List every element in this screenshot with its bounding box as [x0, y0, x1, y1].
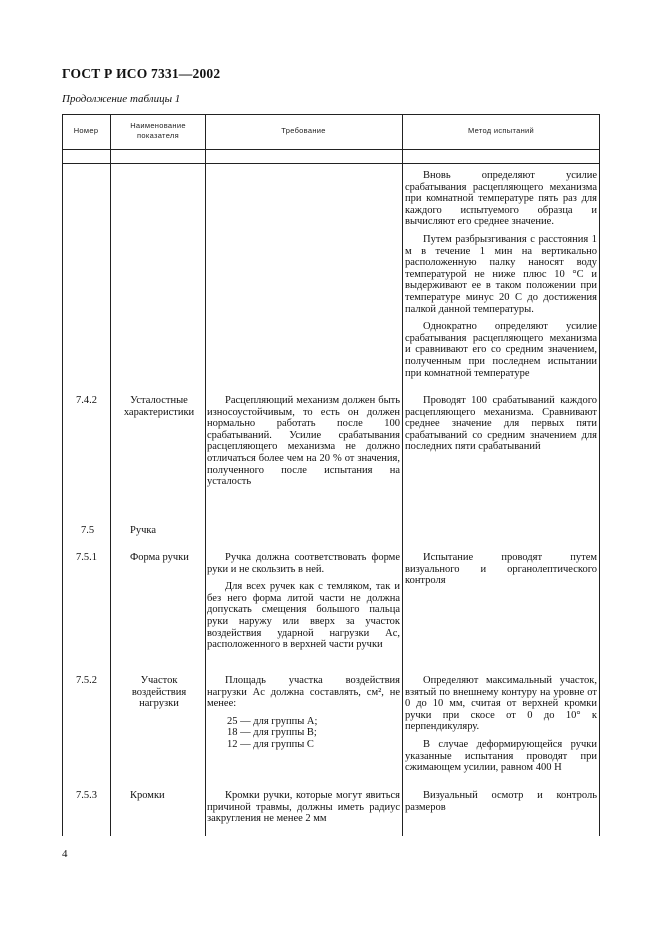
row-number: 7.5: [81, 525, 95, 536]
requirement-list-item: 12 — для группы С: [227, 738, 314, 750]
column-divider: [402, 114, 403, 836]
row-number: 7.5.3: [76, 790, 97, 801]
method-cell: [405, 552, 597, 593]
method-cell: [405, 790, 597, 819]
method-cell: [405, 170, 597, 385]
header-divider: [62, 149, 600, 150]
method-paragraph: В случае деформирующейся ручки указанные испытания проводят при сжимающем усилии, равном 400 Н: [405, 738, 597, 774]
method-paragraph: Вновь определяют усилие срабатывания расцепляющего механизма при комнатной температуре пять раз для каждого испытуемого образца и вычисляют его среднее значение.: [405, 170, 597, 228]
requirement-cell: [207, 552, 400, 657]
row-name: Кромки: [130, 790, 165, 801]
method-paragraph: Проводят 100 срабатываний каждого расцепляющего механизма. Сравнивают среднее значение для первых пяти срабатываний со средним значением для последних пяти срабатываний: [405, 395, 597, 453]
row-number: 7.5.2: [76, 675, 97, 686]
method-cell: [405, 675, 597, 780]
method-paragraph: Однократно определяют усилие срабатывания расцепляющего механизма и сравнивают его со средним значением, полученным при последнем испытании при комнатной температуре: [405, 321, 597, 379]
requirement-list: [227, 716, 400, 751]
page-number: 4: [62, 848, 68, 860]
requirement-list-item: 25 — для группы А;: [227, 715, 318, 727]
column-header-name: Наименование показателя: [130, 121, 186, 140]
method-paragraph: Определяют максимальный участок, взятый по внешнему контуру на уровне от 0 до 10 мм, считая от верхней кромки ручки при скосе от 0 до 10° к перпендикуляру.: [405, 675, 597, 733]
column-header-method: Метод испытаний: [467, 126, 534, 135]
requirement-list-item: 18 — для группы В;: [227, 727, 317, 739]
requirement-paragraph: Ручка должна соответствовать форме руки и не скользить в ней.: [207, 552, 400, 575]
column-divider: [110, 114, 111, 836]
row-name: Форма ручки: [130, 552, 189, 563]
column-header-requirement: Требование: [281, 126, 326, 135]
requirement-intro: Площадь участка воздействия нагрузки Aс должна составлять, см², не менее:: [207, 675, 400, 710]
requirement-paragraph: Кромки ручки, которые могут явиться причиной травмы, должны иметь радиус закругления не менее 2 мм: [207, 790, 400, 825]
document-title: ГОСТ Р ИСО 7331—2002: [62, 66, 221, 81]
requirement-cell: [207, 395, 400, 494]
requirement-cell: [207, 675, 400, 751]
row-name: Участок воздействия нагрузки: [131, 675, 187, 710]
requirement-cell: [207, 790, 400, 831]
header-divider: [62, 163, 600, 164]
row-name: Ручка: [130, 525, 156, 536]
row-name: Усталостные характеристики: [123, 395, 195, 418]
requirement-paragraph: Расцепляющий механизм должен быть износоустойчивым, то есть он должен нормально работать после 100 срабатываний. Усилие срабатывания расцепляющего механизма не должно отличаться более чем на 20 % от значения, полученного после испытания на усталость: [207, 395, 400, 488]
method-paragraph: Визуальный осмотр и контроль размеров: [405, 790, 597, 813]
row-number: 7.4.2: [76, 395, 97, 406]
row-number: 7.5.1: [76, 552, 97, 563]
method-paragraph: Испытание проводят путем визуального и органолептического контроля: [405, 552, 597, 587]
method-paragraph: Путем разбрызгивания с расстояния 1 м в течение 1 мин на вертикально расположенную палку наносят воду температурой не ниже плюс 10 °С и выдерживают ее в таком положении при температуре минус 20 С до достижения палкой данной температуры.: [405, 233, 597, 315]
requirement-paragraph: Для всех ручек как с темляком, так и без него форма литой части не должна допускать смещения большого пальца руки наружу или вверх за участок воздействия ударной нагрузки Aс, расположенного в верхней части ручки: [207, 581, 400, 651]
column-divider: [205, 114, 206, 836]
table-continuation-caption: Продолжение таблицы 1: [62, 93, 181, 105]
method-cell: [405, 395, 597, 459]
column-header-number: Номер: [73, 126, 99, 135]
